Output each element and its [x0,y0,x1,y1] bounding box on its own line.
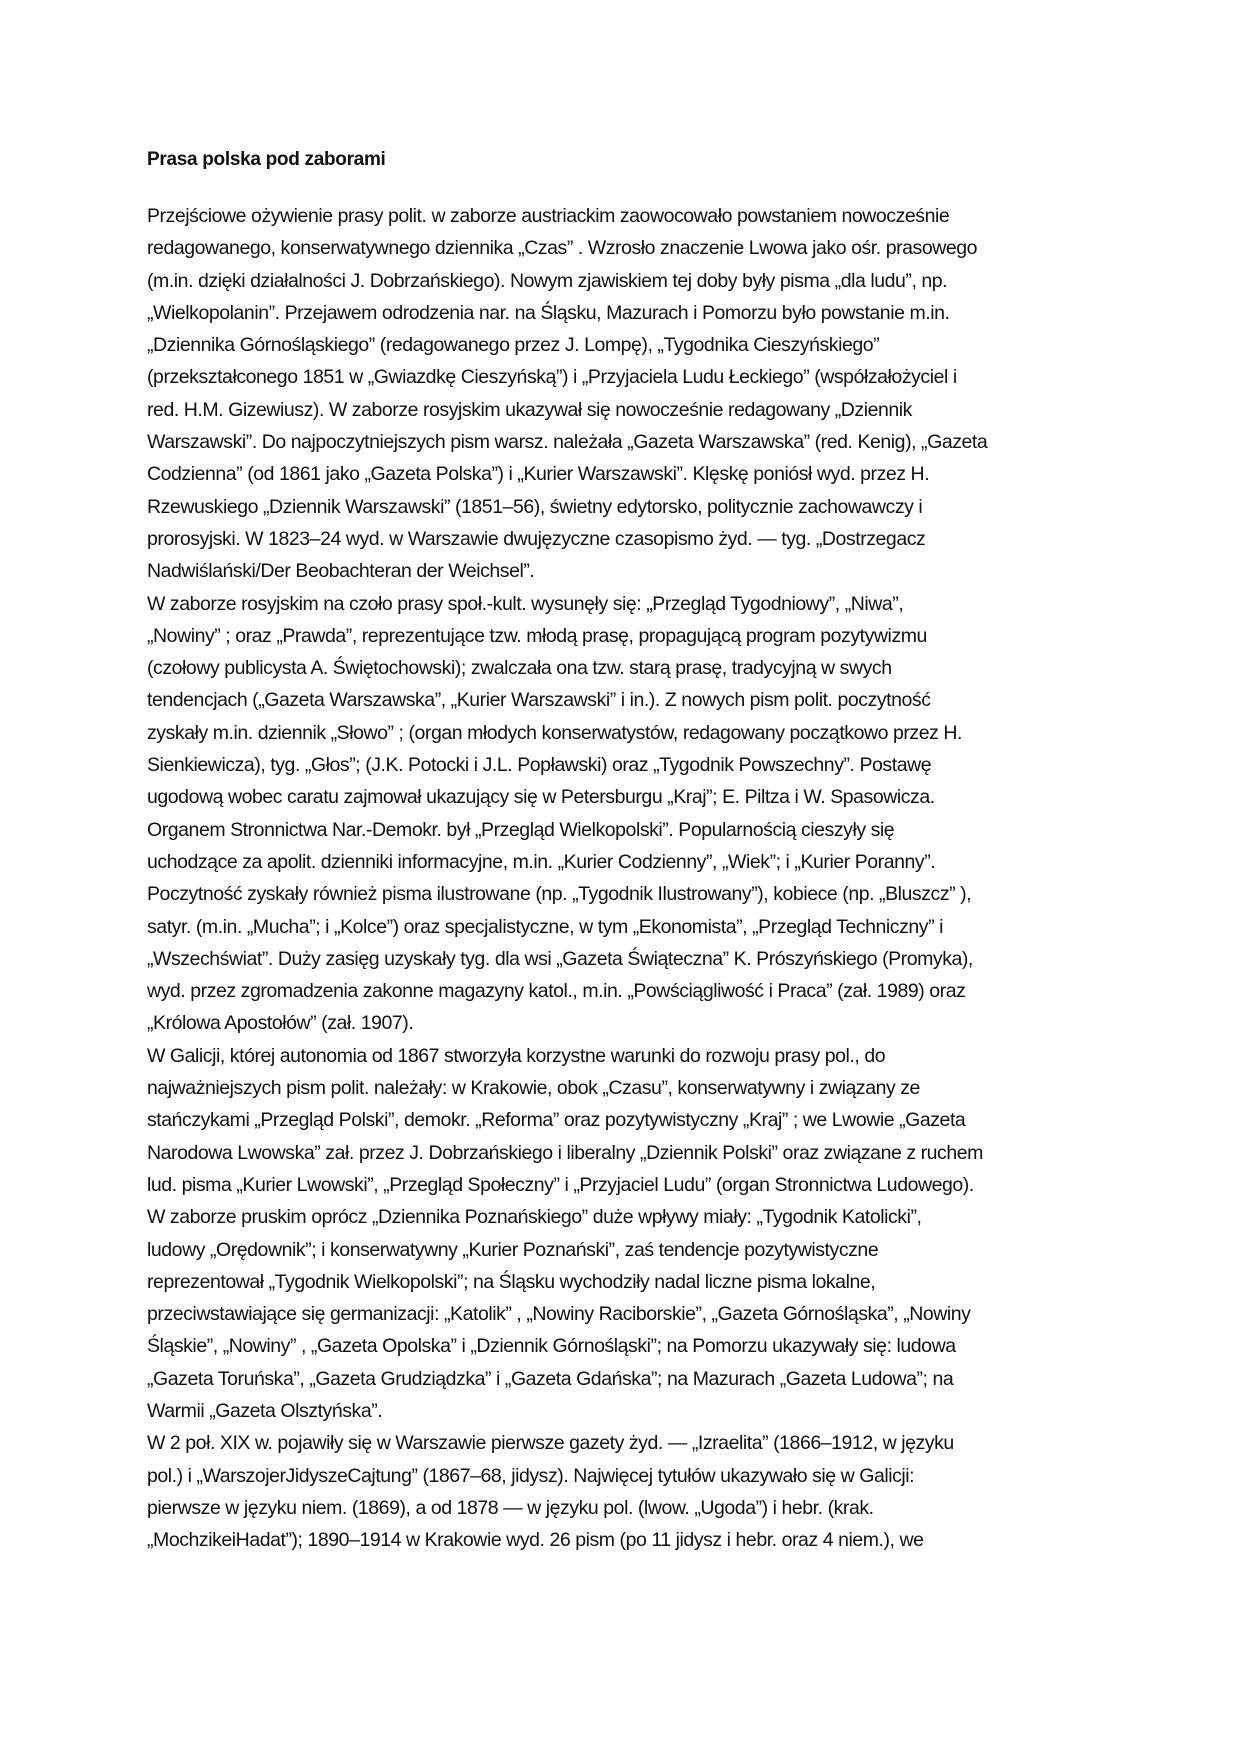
text-line: Organem Stronnictwa Nar.-Demokr. był „Przegląd Wielkopolski”. Popularnością cieszyły się [147,818,895,841]
text-line: Rzewuskiego „Dziennik Warszawski” (1851–56), świetny edytorsko, politycznie zachowawczy i [147,495,923,518]
text-line: „Królowa Apostołów” (zał. 1907). [147,1012,414,1035]
text-line: pol.) i „WarszojerJidyszeCajtung” (1867–68, jidysz). Najwięcej tytułów ukazywało się w Galicji: [147,1464,915,1487]
text-line: stańczykami „Przegląd Polski”, demokr. „Reforma” oraz pozytywistyczny „Kraj” ; we Lwowie „Gazeta [147,1109,966,1132]
text-line: „Nowiny” ; oraz „Prawda”, reprezentujące tzw. młodą prasę, propagującą program pozytywizmu [147,624,927,647]
text-line: W 2 poł. XIX w. pojawiły się w Warszawie pierwsze gazety żyd. — „Izraelita” (1866–1912, w języku [147,1432,954,1455]
text-line: (czołowy publicysta A. Świętochowski); zwalczała ona tzw. starą prasę, tradycyjną w swych [147,657,892,680]
text-line: „MochzikeiHadat”); 1890–1914 w Krakowie wyd. 26 pism (po 11 jidysz i hebr. oraz 4 niem.), we [147,1529,924,1552]
text-line: ugodową wobec caratu zajmował ukazujący się w Petersburgu „Kraj”; E. Piltza i W. Spasowicza. [147,786,935,809]
text-line: „Dziennika Górnośląskiego” (redagowanego przez J. Lompę), „Tygodnika Cieszyńskiego” [147,334,880,357]
text-line: „Gazeta Toruńska”, „Gazeta Grudziądzka” i „Gazeta Gdańska”; na Mazurach „Gazeta Ludowa”; na [147,1367,954,1390]
text-line: Codzienna” (od 1861 jako „Gazeta Polska”) i „Kurier Warszawski”. Klęskę poniósł wyd. przez H. [147,463,930,486]
text-line: satyr. (m.in. „Mucha”; i „Kolce”) oraz specjalistyczne, w tym „Ekonomista”, „Przegląd Techniczny” i [147,915,943,938]
document-body [147,200,1107,1556]
text-line: „Wszechświat”. Duży zasięg uzyskały tyg. dla wsi „Gazeta Świąteczna” K. Prószyńskiego (Promyka), [147,947,973,970]
text-line: lud. pisma „Kurier Lwowski”, „Przegląd Społeczny” i „Przyjaciel Ludu” (organ Stronnictwa Ludowego). [147,1173,974,1196]
text-line: (przekształconego 1851 w „Gwiazdkę Cieszyńską”) i „Przyjaciela Ludu Łeckiego” (współzałożyciel i [147,366,957,389]
text-line: (m.in. dzięki działalności J. Dobrzańskiego). Nowym zjawiskiem tej doby były pisma „dla ludu”, np. [147,269,948,292]
text-line: reprezentował „Tygodnik Wielkopolski”; na Śląsku wychodziły nadal liczne pisma lokalne, [147,1270,876,1293]
text-line: Przejściowe ożywienie prasy polit. w zaborze austriackim zaowocowało powstaniem nowocześnie [147,205,950,227]
text-line: wyd. przez zgromadzenia zakonne magazyny katol., m.in. „Powściągliwość i Praca” (zał. 1989) oraz [147,980,966,1003]
text-line: uchodzące za apolit. dzienniki informacyjne, m.in. „Kurier Codzienny”, „Wiek”; i „Kurier Poranny”. [147,850,936,873]
text-line: tendencjach („Gazeta Warszawska”, „Kurier Warszawski” i in.). Z nowych pism polit. poczytność [147,689,931,712]
text-line: Warmii „Gazeta Olsztyńska”. [147,1399,383,1422]
text-line: zyskały m.in. dziennik „Słowo” ; (organ młodych konserwatystów, redagowany początkowo przez H. [147,721,962,744]
text-line: red. H.M. Gizewiusz). W zaborze rosyjskim ukazywał się nowocześnie redagowany „Dziennik [147,398,912,421]
document-page [147,148,1107,1556]
text-line: Warszawski”. Do najpoczytniejszych pism warsz. należała „Gazeta Warszawska” (red. Kenig), „Gazeta [147,431,988,454]
text-line: W zaborze pruskim oprócz „Dziennika Poznańskiego” duże wpływy miały: „Tygodnik Katolicki”, [147,1206,922,1229]
text-line: prorosyjski. W 1823–24 wyd. w Warszawie dwujęzyczne czasopismo żyd. — tyg. „Dostrzegacz [147,527,926,550]
text-line: redagowanego, konserwatywnego dziennika „Czas” . Wzrosło znaczenie Lwowa jako ośr. prasowego [147,237,978,260]
text-line: najważniejszych pism polit. należały: w Krakowie, obok „Czasu”, konserwatywny i związany ze [147,1077,920,1100]
text-line: Poczytność zyskały również pisma ilustrowane (np. „Tygodnik Ilustrowany”), kobiece (np. „Bluszcz” ), [147,883,972,906]
text-line: W zaborze rosyjskim na czoło prasy społ.-kult. wysunęły się: „Przegląd Tygodniowy”, „Niwa”, [147,592,904,615]
text-line: Nadwiślański/Der Beobachteran der Weichsel”. [147,560,535,583]
text-line: Sienkiewicza), tyg. „Głos”; (J.K. Potocki i J.L. Popławski) oraz „Tygodnik Powszechny”. Postawę [147,754,932,777]
text-line: W Galicji, której autonomia od 1867 stworzyła korzystne warunki do rozwoju prasy pol., do [147,1044,886,1067]
text-line: przeciwstawiające się germanizacji: „Katolik” , „Nowiny Raciborskie”, „Gazeta Górnośląska”, „Nowiny [147,1303,971,1326]
text-line: pierwsze w języku niem. (1869), a od 1878 — w języku pol. (lwow. „Ugoda”) i hebr. (krak. [147,1496,874,1519]
text-line: „Wielkopolanin”. Przejawem odrodzenia nar. na Śląsku, Mazurach i Pomorzu było powstanie m.in. [147,301,950,324]
document-title: Prasa polska pod zaborami [147,149,386,170]
text-line: Narodowa Lwowska” zał. przez J. Dobrzańskiego i liberalny „Dziennik Polski” oraz związane z ruchem [147,1141,983,1164]
text-line: Śląskie”, „Nowiny” , „Gazeta Opolska” i „Dziennik Górnośląski”; na Pomorzu ukazywały się: ludowa [147,1335,956,1358]
text-line: ludowy „Orędownik”; i konserwatywny „Kurier Poznański”, zaś tendencje pozytywistyczne [147,1238,879,1261]
